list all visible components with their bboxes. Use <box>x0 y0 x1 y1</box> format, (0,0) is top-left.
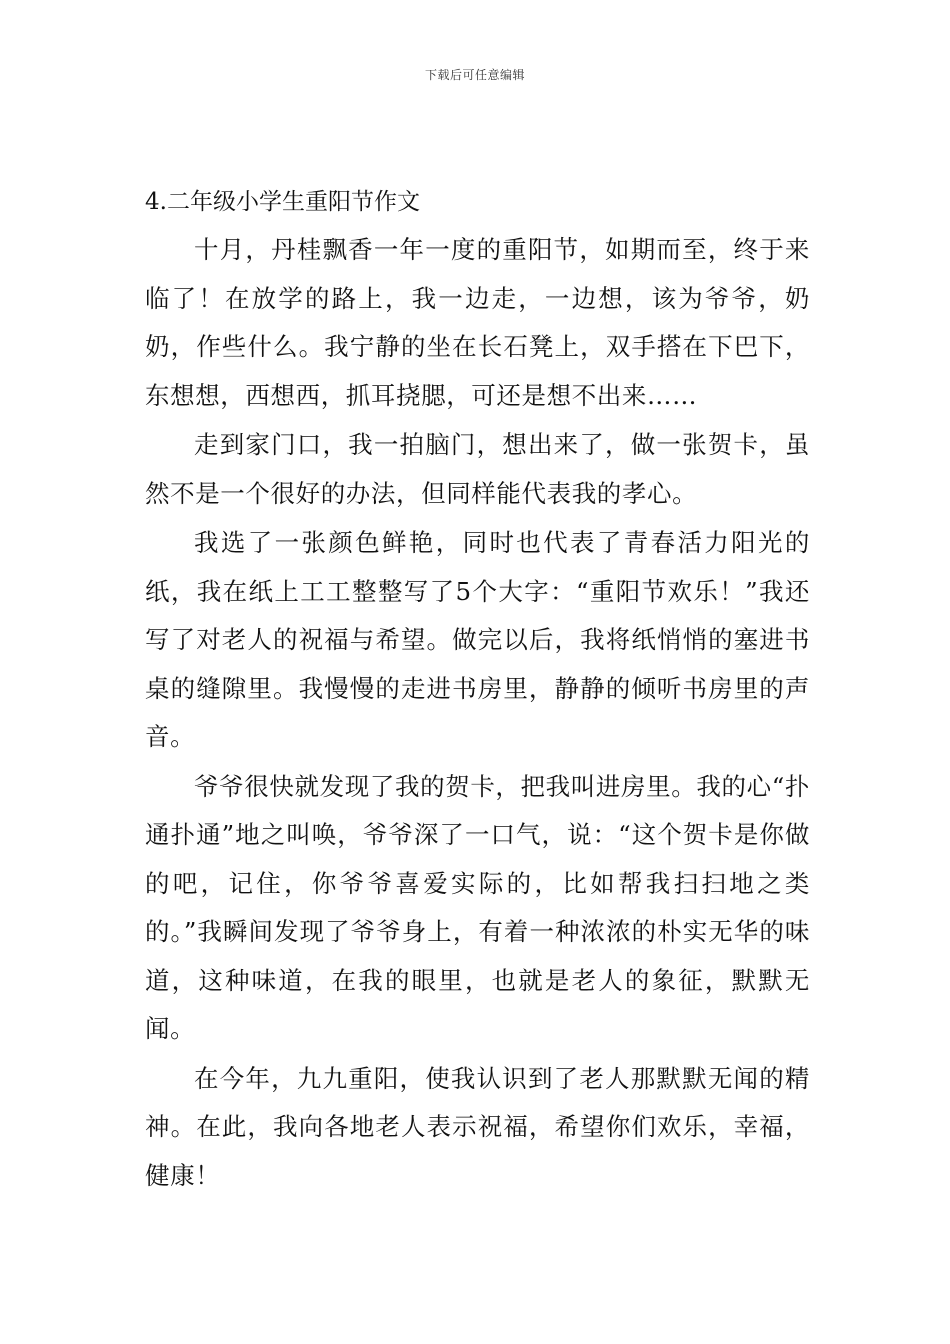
paragraph: 爷爷很快就发现了我的贺卡，把我叫进房里。我的心“扑通扑通”地之叫唤，爷爷深了一口气，说：“这个贺卡是你做的吧，记住，你爷爷喜爱实际的，比如帮我扫扫地之类的。”我瞬间发现了爷爷身上，有着一种浓浓的朴实无华的味道，这种味道，在我的眼里，也就是老人的象征，默默无闻。 <box>145 771 810 1043</box>
document-body <box>145 178 810 1201</box>
paragraph: 在今年，九九重阳，使我认识到了老人那默默无闻的精神。在此，我向各地老人表示祝福，希望你们欢乐，幸福，健康！ <box>145 1063 810 1190</box>
paragraph: 十月，丹桂飘香一年一度的重阳节，如期而至，终于来临了！在放学的路上，我一边走，一边想，该为爷爷，奶奶，作些什么。我宁静的坐在长石凳上，双手搭在下巴下，东想想，西想西，抓耳挠腮，可还是想不出来…… <box>145 235 810 410</box>
paragraph: 我选了一张颜色鲜艳，同时也代表了青春活力阳光的纸，我在纸上工工整整写了5个大字：“重阳节欢乐！”我还写了对老人的祝福与希望。做完以后，我将纸悄悄的塞进书桌的缝隙里。我慢慢的走进书房里，静静的倾听书房里的声音。 <box>145 528 810 751</box>
header-note: 下载后可任意编辑 <box>424 68 525 82</box>
article-title: 4.二年级小学生重阳节作文 <box>145 189 420 215</box>
paragraph: 走到家门口，我一拍脑门，想出来了，做一张贺卡，虽然不是一个很好的办法，但同样能代表我的孝心。 <box>145 430 810 508</box>
